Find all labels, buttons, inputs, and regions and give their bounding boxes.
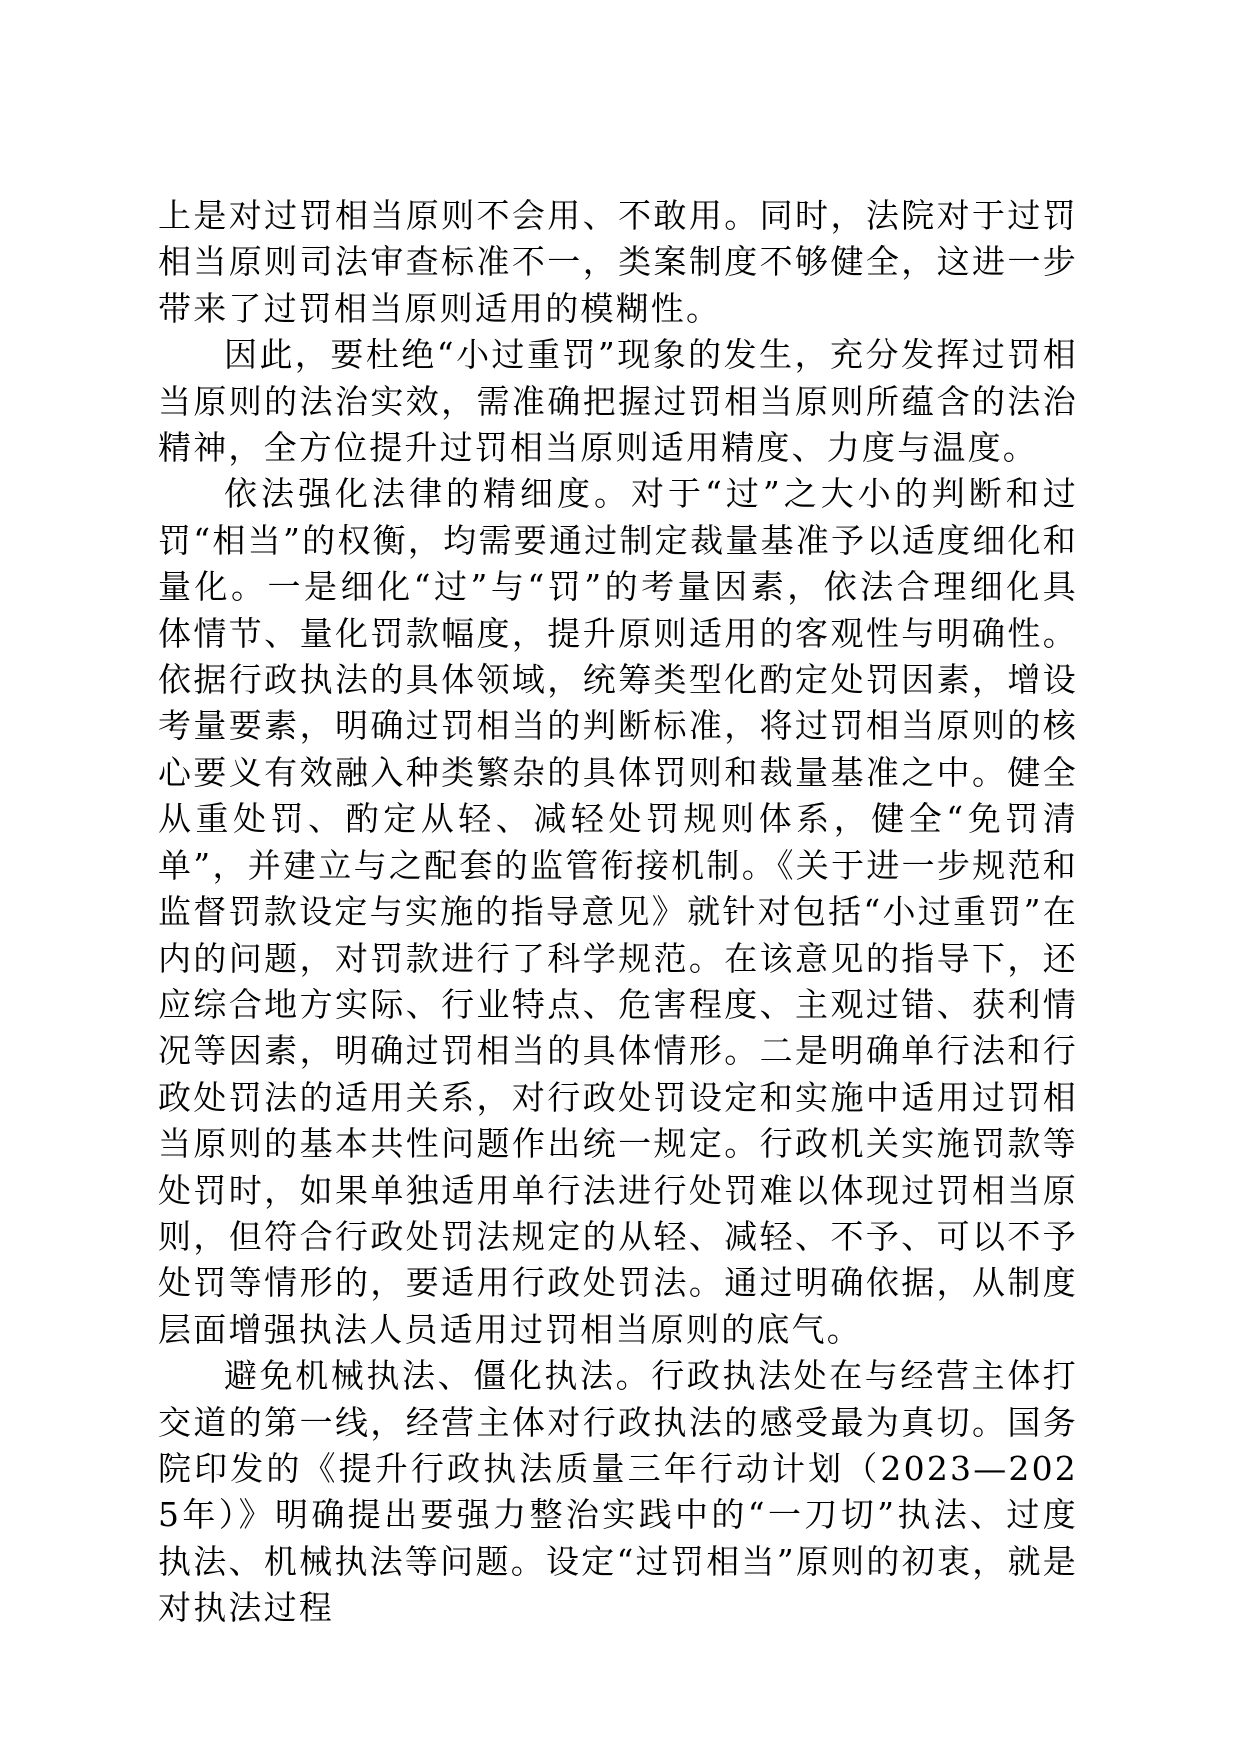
paragraph-2: 因此，要杜绝“小过重罚”现象的发生，充分发挥过罚相当原则的法治实效，需准确把握过罚相当原则所蕴含的法治精神，全方位提升过罚相当原则适用精度、力度与温度。: [158, 335, 1078, 468]
paragraph-3: 依法强化法律的精细度。对于“过”之大小的判断和过罚“相当”的权衡，均需要通过制定裁量基准予以适度细化和量化。一是细化“过”与“罚”的考量因素，依法合理细化具体情节、量化罚款幅度，提升原则适用的客观性与明确性。依据行政执法的具体领域，统筹类型化酌定处罚因素，增设考量要素，明确过罚相当的判断标准，将过罚相当原则的核心要义有效融入种类繁杂的具体罚则和裁量基准之中。健全从重处罚、酌定从轻、减轻处罚规则体系，健全“免罚清单”，并建立与之配套的监管衔接机制。《关于进一步规范和监督罚款设定与实施的指导意见》就针对包括“小过重罚”在内的问题，对罚款进行了科学规范。在该意见的指导下，还应综合地方实际、行业特点、危害程度、主观过错、获利情况等因素，明确过罚相当的具体情形。二是明确单行法和行政处罚法的适用关系，对行政处罚设定和实施中适用过罚相当原则的基本共性问题作出统一规定。行政机关实施罚款等处罚时，如果单独适用单行法进行处罚难以体现过罚相当原则，但符合行政处罚法规定的从轻、减轻、不予、可以不予处罚等情形的，要适用行政处罚法。通过明确依据，从制度层面增强执法人员适用过罚相当原则的底气。: [158, 474, 1078, 1349]
paragraph-4: 避免机械执法、僵化执法。行政执法处在与经营主体打交道的第一线，经营主体对行政执法的感受最为真切。国务院印发的《提升行政执法质量三年行动计划（2023—2025年）》明确提出要强力整治实践中的“一刀切”执法、过度执法、机械执法等问题。设定“过罚相当”原则的初衷，就是对执法过程: [158, 1356, 1078, 1628]
document-body: [158, 193, 1078, 1632]
paragraph-1: 上是对过罚相当原则不会用、不敢用。同时，法院对于过罚相当原则司法审查标准不一，类案制度不够健全，这进一步带来了过罚相当原则适用的模糊性。: [158, 196, 1078, 328]
